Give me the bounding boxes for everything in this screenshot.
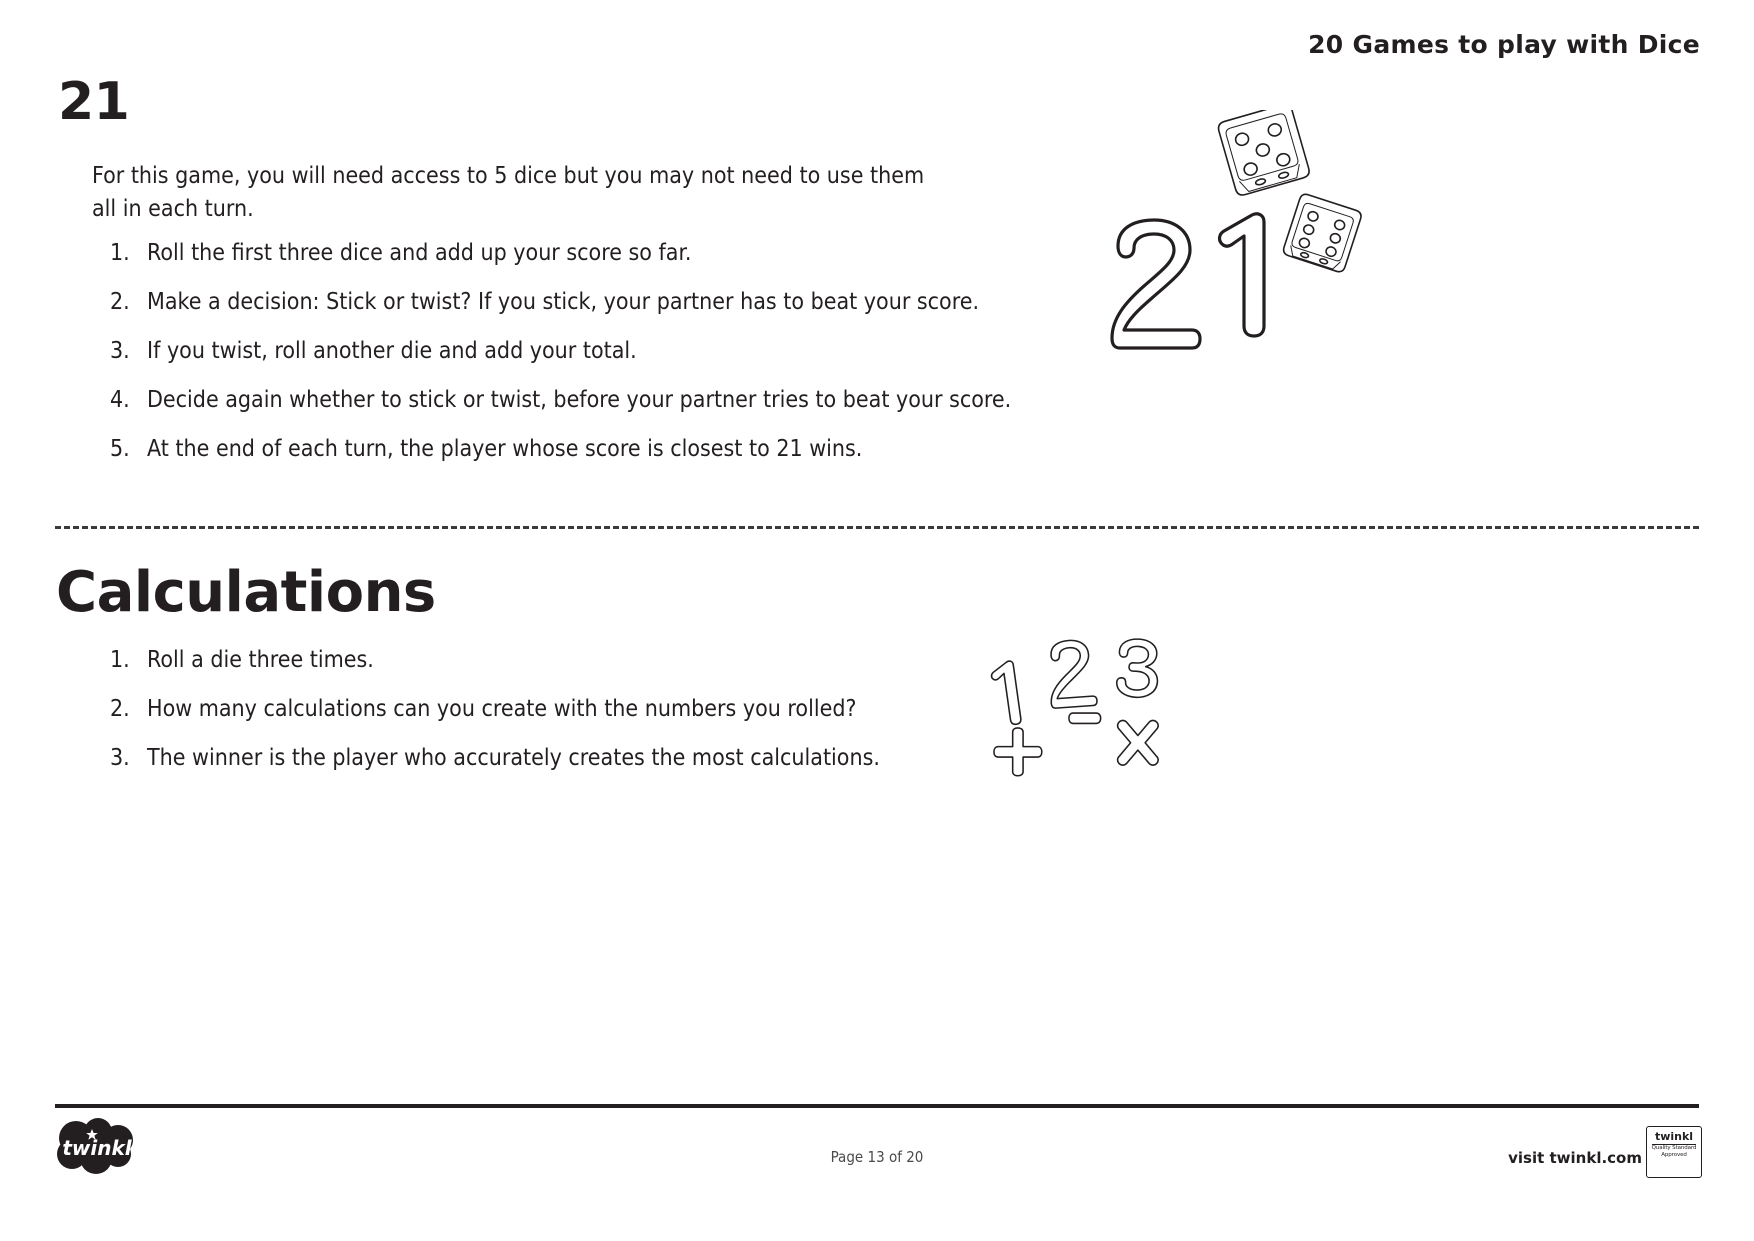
list-item-text: Roll a die three times.: [147, 647, 374, 673]
badge-line-2: Approved: [1661, 1152, 1687, 1158]
list-item: [100, 385, 1100, 415]
list-item: [100, 238, 1100, 268]
list-item-text: At the end of each turn, the player whose score is closest to 21 wins.: [147, 436, 863, 462]
section-divider: [55, 526, 1699, 529]
list-item-text: How many calculations can you create with the numbers you rolled?: [147, 696, 857, 722]
twinkl-logo-text: twinkl: [62, 1136, 132, 1160]
list-item-number: 1.: [110, 647, 130, 673]
list-item-text: The winner is the player who accurately creates the most calculations.: [147, 745, 880, 771]
section-title-calculations: Calculations: [56, 560, 436, 625]
badge-line-1: Quality Standard: [1651, 1145, 1697, 1151]
list-item: [100, 743, 1100, 773]
section-intro-21: For this game, you will need access to 5 dice but you may not need to use them all in each turn.: [92, 163, 925, 222]
badge-brand-text: twinkl: [1654, 1130, 1694, 1143]
list-item-number: 4.: [110, 387, 130, 413]
illustration-21-dice: [1090, 110, 1420, 360]
list-item-text: If you twist, roll another die and add your total.: [147, 338, 637, 364]
page-number: Page 13 of 20: [830, 1148, 924, 1166]
instruction-list-21: [100, 238, 1100, 483]
page-header-title: 20 Games to play with Dice: [1308, 30, 1700, 59]
list-item-number: 3.: [110, 745, 130, 771]
list-item-number: 2.: [110, 696, 130, 722]
list-item: [100, 287, 1100, 317]
list-item-number: 1.: [110, 240, 130, 266]
list-item: [100, 336, 1100, 366]
list-item-text: Make a decision: Stick or twist? If you stick, your partner has to beat your score.: [147, 289, 980, 315]
list-item-number: 5.: [110, 436, 130, 462]
list-item-number: 2.: [110, 289, 130, 315]
list-item: [100, 694, 1100, 724]
list-item-text: Roll the first three dice and add up your score so far.: [147, 240, 692, 266]
visit-twinkl-link[interactable]: visit twinkl.com: [1508, 1149, 1642, 1167]
footer-rule: [55, 1104, 1699, 1108]
section-title-21: 21: [58, 72, 130, 132]
instruction-list-calculations: [100, 645, 1100, 792]
list-item-text: Decide again whether to stick or twist, before your partner tries to beat your score.: [147, 387, 1012, 413]
list-item: [100, 434, 1100, 464]
list-item-number: 3.: [110, 338, 130, 364]
list-item: [100, 645, 1100, 675]
quality-standard-badge: [1646, 1126, 1702, 1178]
